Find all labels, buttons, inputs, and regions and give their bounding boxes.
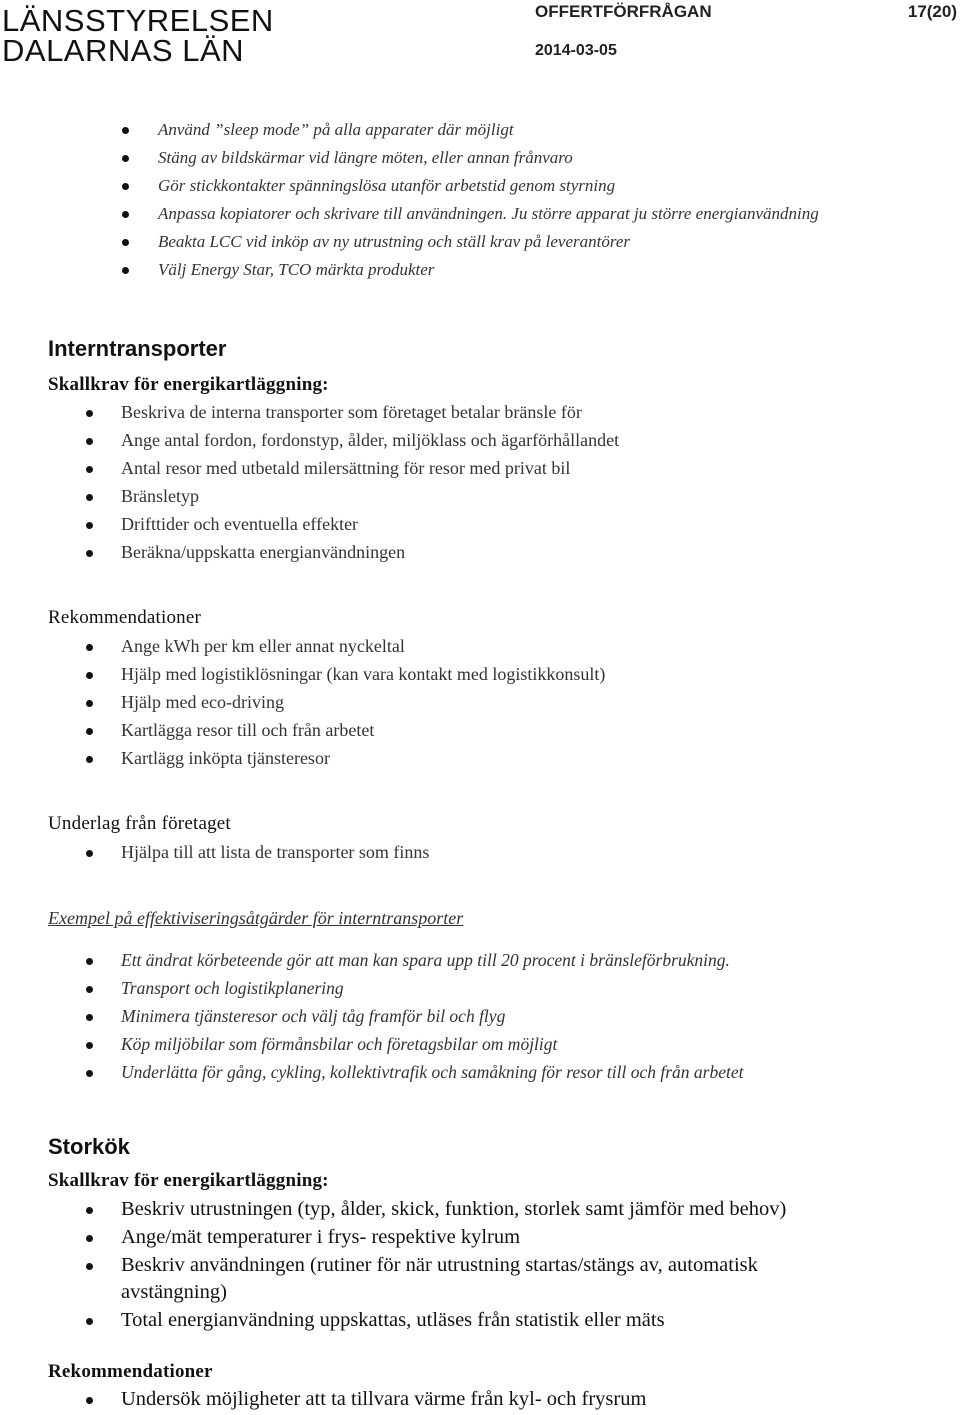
requirements-heading: Skallkrav för energikartläggning: <box>48 374 329 395</box>
bullet-icon <box>122 239 129 246</box>
bullet-icon <box>86 438 93 445</box>
document-type: OFFERTFÖRFRÅGAN <box>535 2 712 21</box>
bullet-icon <box>122 211 129 218</box>
bullet-icon <box>86 1014 93 1021</box>
bullet-icon <box>86 550 93 557</box>
bullet-icon <box>86 1042 93 1049</box>
organization-logo <box>2 3 274 68</box>
section-title-kitchen: Storkök <box>48 1134 130 1159</box>
bullet-icon <box>122 183 129 190</box>
bullet-icon <box>86 700 93 707</box>
bullet-icon <box>86 1263 93 1270</box>
examples-heading: Exempel på effektiviseringsåtgärder för interntransporter <box>48 908 464 928</box>
bullet-icon <box>86 494 93 501</box>
recommendations-heading: Rekommendationer <box>48 607 202 628</box>
bullet-icon <box>86 1235 93 1242</box>
bullet-icon <box>86 1207 93 1214</box>
bullet-icon <box>86 672 93 679</box>
bullet-icon <box>86 1070 93 1077</box>
kitchen-requirements-heading: Skallkrav för energikartläggning: <box>48 1170 329 1191</box>
bullet-icon <box>86 522 93 529</box>
bullet-icon <box>86 410 93 417</box>
bullet-icon <box>86 850 93 857</box>
page-header <box>0 0 960 80</box>
bullet-icon <box>86 756 93 763</box>
bullet-icon <box>86 1318 93 1325</box>
logo-line-2: DALARNAS LÄN <box>2 33 245 68</box>
bullet-icon <box>86 986 93 993</box>
bullet-icon <box>122 127 129 134</box>
page-number: 17(20) <box>907 2 957 21</box>
logo-line-1: LÄNSSTYRELSEN <box>2 3 274 38</box>
bullet-icon <box>122 155 129 162</box>
section-title-internal-transport: Interntransporter <box>48 336 227 361</box>
bullet-icon <box>122 267 129 274</box>
company-basis-heading: Underlag från företaget <box>48 813 231 834</box>
document-date: 2014-03-05 <box>535 42 617 59</box>
bullet-icon <box>86 958 93 965</box>
bullet-icon <box>86 644 93 651</box>
bullet-icon <box>86 728 93 735</box>
bullet-icon <box>86 466 93 473</box>
bullet-icon <box>86 1397 93 1404</box>
kitchen-recommendations-heading: Rekommendationer <box>48 1361 213 1382</box>
